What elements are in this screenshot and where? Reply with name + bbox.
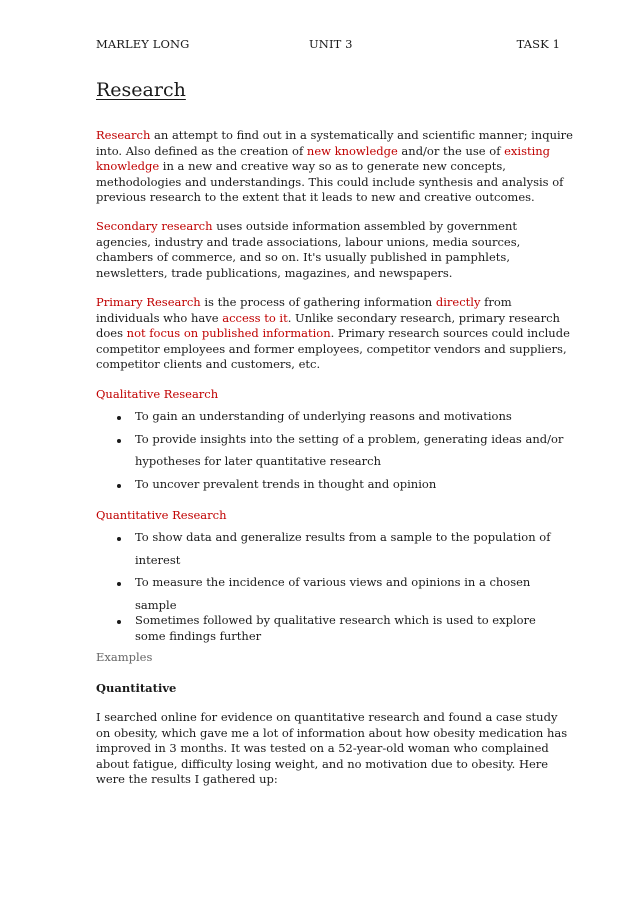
- paragraph-line: competitor employees and former employees, competitor vendors and suppliers,: [96, 341, 567, 356]
- list-item: To measure the incidence of various views and opinions in a chosen sample: [96, 575, 544, 613]
- examples-heading: Examples: [96, 650, 153, 664]
- page-header: [96, 37, 560, 57]
- unit-label: UNIT 3: [309, 37, 353, 51]
- paragraph-line: competitor clients and customers, etc.: [96, 357, 321, 371]
- paragraph-line: improved in 3 months. It was tested on a 52-year-old woman who complained: [96, 741, 549, 755]
- paragraph-line: knowledge in a new and creative way so as to generate new concepts,: [96, 159, 506, 173]
- list-item: To uncover prevalent trends in thought and opinion: [96, 477, 544, 493]
- paragraph-line: newsletters, trade publications, magazines, and newspapers.: [96, 265, 453, 280]
- task-label: TASK 1: [516, 37, 560, 51]
- paragraph-line: into. Also defined as the creation of new knowledge and/or the use of existing: [96, 143, 551, 158]
- paragraph-line: previous research to the extent that it leads to new and creative outcomes.: [96, 190, 535, 204]
- paragraph-line: agencies, industry and trade associations, labour unions, media sources,: [96, 234, 521, 249]
- author-name: MARLEY LONG: [96, 37, 190, 51]
- paragraph-line: on obesity, which gave me a lot of information about how obesity medication has: [96, 725, 568, 740]
- quantitative-subheading-block: [96, 680, 544, 696]
- paragraph-line: does not focus on published information. Primary research sources could include: [96, 326, 570, 340]
- qualitative-research-section: [96, 386, 564, 492]
- list-item: To gain an understanding of underlying reasons and motivations: [96, 409, 544, 425]
- paragraph-line: Secondary research uses outside information assembled by government: [96, 219, 518, 233]
- quantitative-research-heading: Quantitative Research: [96, 508, 227, 522]
- quantitative-bullet-list: [96, 530, 551, 644]
- research-definition-paragraph: [96, 128, 573, 206]
- secondary-research-paragraph: [96, 219, 544, 281]
- paragraph-line: Primary Research is the process of gathering information directly from: [96, 295, 512, 309]
- list-item: Sometimes followed by qualitative research which is used to explore some findings further: [96, 613, 544, 644]
- paragraph-line: individuals who have access to it. Unlike secondary research, primary research: [96, 310, 560, 325]
- quantitative-example-paragraph: [96, 710, 568, 788]
- paragraph-line: chambers of commerce, and so on. It's usually published in pamphlets,: [96, 250, 510, 264]
- examples-heading-block: [96, 649, 544, 665]
- qualitative-research-heading: Qualitative Research: [96, 387, 219, 401]
- paragraph-line: about fatigue, difficulty losing weight, and no motivation due to obesity. Here: [96, 756, 549, 771]
- paragraph-line: were the results I gathered up:: [96, 772, 278, 786]
- list-item: To show data and generalize results from a sample to the population of interest: [96, 530, 544, 568]
- qualitative-bullet-list: [96, 409, 564, 492]
- list-item: To provide insights into the setting of a problem, generating ideas and/or hypotheses for later quantitative research: [96, 432, 544, 470]
- primary-research-paragraph: [96, 295, 570, 373]
- paragraph-line: methodologies and understandings. This could include synthesis and analysis of: [96, 174, 564, 189]
- quantitative-subheading: Quantitative: [96, 681, 177, 695]
- paragraph-line: I searched online for evidence on quantitative research and found a case study: [96, 710, 558, 724]
- paragraph-line: Research an attempt to find out in a systematically and scientific manner; inquire: [96, 128, 573, 142]
- page-title: Research: [96, 79, 186, 101]
- quantitative-research-section: [96, 507, 551, 644]
